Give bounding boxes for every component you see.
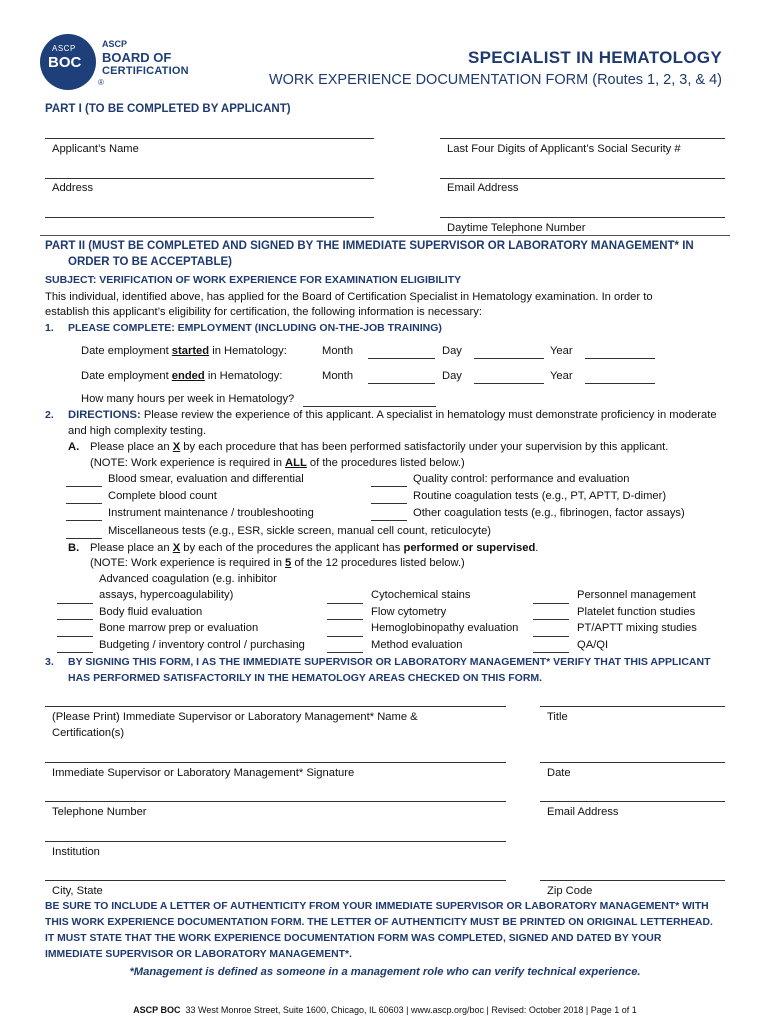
- supervisor-phone-line[interactable]: [45, 801, 506, 802]
- signature-label: Immediate Supervisor or Laboratory Management* Signature: [52, 767, 355, 779]
- authenticity-notice: IT MUST STATE THAT THE WORK EXPERIENCE DOCUMENTATION FORM WAS COMPLETED, SIGNED AND DATED BY YOUR: [45, 933, 662, 944]
- b-check-blank[interactable]: [533, 626, 569, 637]
- intro-text-1: This individual, identified above, has applied for the Board of Certification Specialist in Hematology examination. In order to: [45, 291, 653, 303]
- logo-ascp-small: ASCP: [52, 44, 76, 53]
- address-line-2[interactable]: [45, 217, 374, 218]
- b-procedure-item: Personnel management: [577, 589, 696, 601]
- logo-certification: CERTIFICATION: [102, 65, 189, 77]
- b-check-blank[interactable]: [57, 609, 93, 620]
- a-procedure-item: Blood smear, evaluation and differential: [108, 473, 304, 485]
- zip-line[interactable]: [540, 880, 725, 881]
- item2-directions: DIRECTIONS: Please review the experience of this applicant. A specialist in hematology must demonstrate proficiency in moderate: [68, 409, 717, 421]
- logo-registered: ®: [98, 78, 104, 87]
- item3-text: BY SIGNING THIS FORM, I AS THE IMMEDIATE SUPERVISOR OR LABORATORY MANAGEMENT* VERIFY THAT THIS APPLICANT: [68, 656, 711, 668]
- b-procedure-item: Method evaluation: [371, 639, 463, 651]
- institution-line[interactable]: [45, 841, 506, 842]
- applicant-name-line[interactable]: [45, 138, 374, 139]
- applicant-email-label: Email Address: [447, 182, 519, 194]
- section-b-note: (NOTE: Work experience is required in 5 of the 12 procedures listed below.): [90, 557, 465, 569]
- city-state-line[interactable]: [45, 880, 506, 881]
- date-started-label: Date employment started in Hematology:: [81, 345, 287, 357]
- b-procedure-item: Bone marrow prep or evaluation: [99, 622, 259, 634]
- b-procedure-item: Advanced coagulation (e.g. inhibitor: [99, 573, 277, 585]
- month-label: Month: [322, 370, 354, 382]
- start-year-blank[interactable]: [585, 348, 655, 359]
- supervisor-name-label-cont: Certification(s): [52, 727, 125, 739]
- b-check-blank[interactable]: [533, 642, 569, 653]
- hours-blank[interactable]: [303, 396, 436, 407]
- b-check-blank[interactable]: [533, 593, 569, 604]
- section-a-label: A.: [68, 441, 80, 453]
- item3-number: 3.: [45, 656, 54, 668]
- section-b-instructions: Please place an X by each of the procedures the applicant has performed or supervised.: [90, 542, 539, 554]
- year-label: Year: [550, 345, 573, 357]
- date-line[interactable]: [540, 762, 725, 763]
- a-check-blank[interactable]: [66, 476, 102, 487]
- item2-number: 2.: [45, 409, 54, 421]
- b-check-blank[interactable]: [57, 593, 93, 604]
- title-label: Title: [547, 711, 568, 723]
- day-label: Day: [442, 345, 462, 357]
- logo-board: BOARD OF: [102, 50, 172, 65]
- page-subtitle: WORK EXPERIENCE DOCUMENTATION FORM (Routes 1, 2, 3, & 4): [268, 72, 722, 88]
- ssn-line[interactable]: [440, 138, 725, 139]
- institution-label: Institution: [52, 846, 100, 858]
- b-procedure-item: Budgeting / inventory control / purchasing: [99, 639, 305, 651]
- title-line[interactable]: [540, 706, 725, 707]
- b-check-blank[interactable]: [327, 609, 363, 620]
- b-procedure-item: assays, hypercoagulability): [99, 589, 234, 601]
- b-check-blank[interactable]: [327, 593, 363, 604]
- b-check-blank[interactable]: [57, 642, 93, 653]
- signature-line[interactable]: [45, 762, 506, 763]
- supervisor-name-label: (Please Print) Immediate Supervisor or Laboratory Management* Name &: [52, 711, 418, 723]
- day-label: Day: [442, 370, 462, 382]
- end-month-blank[interactable]: [368, 373, 435, 384]
- part2-heading: PART II (MUST BE COMPLETED AND SIGNED BY THE IMMEDIATE SUPERVISOR OR LABORATORY MANAGEMENT* IN: [45, 240, 694, 252]
- address-line[interactable]: [45, 178, 374, 179]
- phone-line[interactable]: [440, 217, 725, 218]
- a-procedure-item: Other coagulation tests (e.g., fibrinogen, factor assays): [413, 507, 685, 519]
- a-check-blank[interactable]: [66, 528, 102, 539]
- b-check-blank[interactable]: [327, 642, 363, 653]
- authenticity-notice: BE SURE TO INCLUDE A LETTER OF AUTHENTICITY FROM YOUR IMMEDIATE SUPERVISOR OR LABORATORY MANAGEMENT* WITH: [45, 901, 709, 912]
- b-procedure-item: Cytochemical stains: [371, 589, 471, 601]
- hours-label: How many hours per week in Hematology?: [81, 393, 295, 405]
- a-check-blank[interactable]: [66, 510, 102, 521]
- date-ended-label: Date employment ended in Hematology:: [81, 370, 283, 382]
- a-procedure-item: Quality control: performance and evaluation: [413, 473, 630, 485]
- supervisor-email-line[interactable]: [540, 801, 725, 802]
- b-procedure-item: Platelet function studies: [577, 606, 696, 618]
- part1-heading: PART I (TO BE COMPLETED BY APPLICANT): [45, 103, 291, 115]
- b-procedure-item: Hemoglobinopathy evaluation: [371, 622, 519, 634]
- end-year-blank[interactable]: [585, 373, 655, 384]
- page-title: SPECIALIST IN HEMATOLOGY: [467, 48, 722, 67]
- b-procedure-item: PT/APTT mixing studies: [577, 622, 697, 634]
- b-check-blank[interactable]: [327, 626, 363, 637]
- item3-text-cont: HAS PERFORMED SATISFACTORILY IN THE HEMATOLOGY AREAS CHECKED ON THIS FORM.: [68, 672, 543, 684]
- a-procedure-item: Miscellaneous tests (e.g., ESR, sickle screen, manual cell count, reticulocyte): [108, 525, 492, 537]
- logo-boc: BOC: [48, 54, 82, 71]
- supervisor-name-line[interactable]: [45, 706, 506, 707]
- zip-label: Zip Code: [547, 885, 593, 897]
- logo-ascp: ASCP: [102, 39, 128, 49]
- end-day-blank[interactable]: [474, 373, 544, 384]
- subject-line: SUBJECT: VERIFICATION OF WORK EXPERIENCE FOR EXAMINATION ELIGIBILITY: [45, 274, 462, 286]
- daytime-phone-label: Daytime Telephone Number: [447, 222, 586, 234]
- start-month-blank[interactable]: [368, 348, 435, 359]
- section-a-note: (NOTE: Work experience is required in ALL of the procedures listed below.): [90, 457, 465, 469]
- part2-divider: [40, 235, 730, 236]
- authenticity-notice: THIS WORK EXPERIENCE DOCUMENTATION FORM. THE LETTER OF AUTHENTICITY MUST BE PRINTED ON ORIGINAL LETTERHEAD.: [45, 917, 713, 928]
- b-procedure-item: Body fluid evaluation: [99, 606, 203, 618]
- supervisor-email-label: Email Address: [547, 806, 619, 818]
- b-procedure-item: QA/QI: [577, 639, 609, 651]
- footer: [0, 1005, 770, 1015]
- footer-org: ASCP BOC: [133, 1005, 181, 1015]
- section-a-instructions: Please place an X by each procedure that has been performed satisfactorily under your supervision by this applicant.: [90, 441, 669, 453]
- year-label: Year: [550, 370, 573, 382]
- a-check-blank[interactable]: [371, 493, 407, 504]
- applicant-name-label: Applicant’s Name: [52, 143, 139, 155]
- item2-directions-cont: and high complexity testing.: [68, 425, 207, 437]
- item1-number: 1.: [45, 322, 54, 334]
- city-state-label: City, State: [52, 885, 103, 897]
- part2-heading-cont: ORDER TO BE ACCEPTABLE): [68, 256, 232, 268]
- b-check-blank[interactable]: [57, 626, 93, 637]
- month-label: Month: [322, 345, 354, 357]
- applicant-email-line[interactable]: [440, 178, 725, 179]
- footer-text: 33 West Monroe Street, Suite 1600, Chicago, IL 60603 | www.ascp.org/boc | Revised: October 2018 | Page 1 of 1: [185, 1005, 637, 1015]
- start-day-blank[interactable]: [474, 348, 544, 359]
- supervisor-phone-label: Telephone Number: [52, 806, 147, 818]
- ascp-boc-logo: [40, 34, 200, 90]
- section-b-label: B.: [68, 542, 80, 554]
- a-procedure-item: Complete blood count: [108, 490, 217, 502]
- a-check-blank[interactable]: [371, 510, 407, 521]
- b-procedure-item: Flow cytometry: [371, 606, 447, 618]
- authenticity-notice: IMMEDIATE SUPERVISOR OR LABORATORY MANAGEMENT*.: [45, 949, 352, 960]
- ssn-label: Last Four Digits of Applicant’s Social Security #: [447, 143, 681, 155]
- date-label: Date: [547, 767, 571, 779]
- item1-heading: PLEASE COMPLETE: EMPLOYMENT (INCLUDING ON-THE-JOB TRAINING): [68, 322, 442, 334]
- a-procedure-item: Routine coagulation tests (e.g., PT, APTT, D-dimer): [413, 490, 667, 502]
- address-label: Address: [52, 182, 94, 194]
- management-definition: *Management is defined as someone in a management role who can verify technical experience.: [129, 966, 641, 978]
- a-check-blank[interactable]: [66, 493, 102, 504]
- b-check-blank[interactable]: [533, 609, 569, 620]
- intro-text-2: establish this applicant’s eligibility for certification, the following information is necessary:: [45, 306, 482, 318]
- a-procedure-item: Instrument maintenance / troubleshooting: [108, 507, 314, 519]
- a-check-blank[interactable]: [371, 476, 407, 487]
